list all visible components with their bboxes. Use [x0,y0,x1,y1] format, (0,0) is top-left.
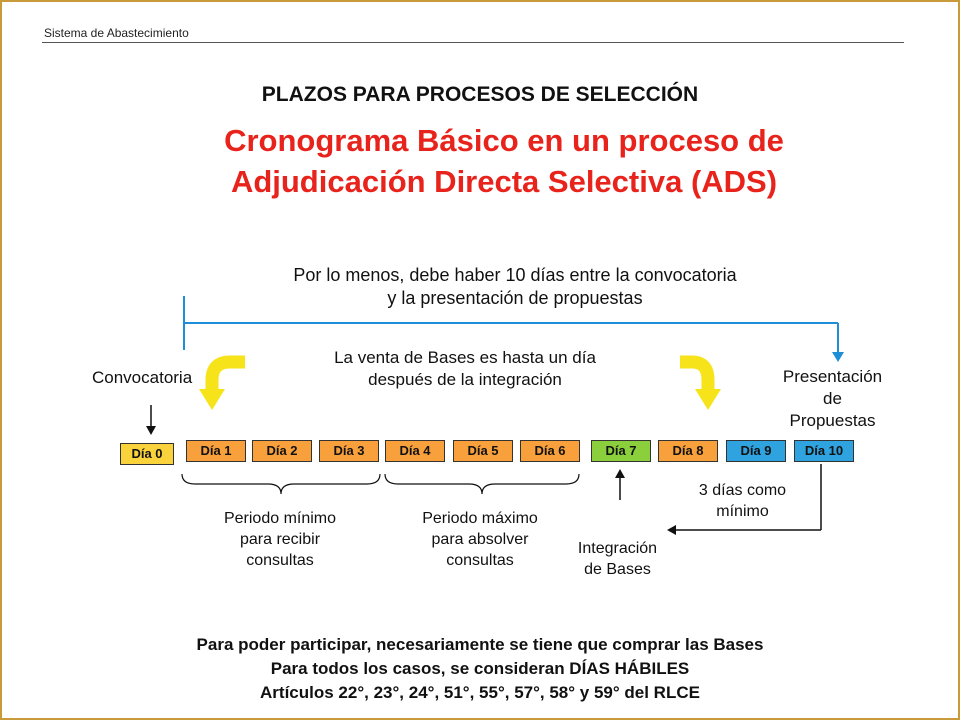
yellow-arrow-right [680,362,721,410]
tres-dias-line-2: mínimo [716,503,769,520]
footer-line-2-prefix: Para todos los casos, se consideran [270,659,570,678]
periodo-minimo-line-2: para recibir [239,531,321,548]
presentacion-label-line-2: de [823,389,842,408]
footer-line-1: Para poder participar, necesariamente se tiene que comprar las Bases [196,635,764,654]
day-box-9: Día 9 [726,440,786,462]
sale-bases-note-line-2: después de la integración [368,370,562,389]
periodo-minimo-line-3: consultas [246,552,314,569]
day-box-0: Día 0 [120,443,174,465]
blue-arrow-head [832,352,844,362]
subtitle-line-1: Cronograma Básico en un proceso de [224,123,784,158]
subtitle-line-2: Adjudicación Directa Selectiva (ADS) [230,164,778,199]
min-days-note-line-2: y la presentación de propuestas [387,288,643,308]
header-text: Sistema de Abastecimiento [44,26,189,40]
footer-line-3: Artículos 22°, 23°, 24°, 51°, 55°, 57°, 58° y 59° del RLCE [260,683,700,702]
day-box-1: Día 1 [186,440,246,462]
periodo-minimo-line-1: Periodo mínimo [223,510,337,527]
footer-line-2 [0,658,960,680]
day-box-7: Día 7 [591,440,651,462]
day-box-3: Día 3 [319,440,379,462]
presentacion-label-line-3: Propuestas [789,411,876,430]
periodo-maximo-line-3: consultas [446,552,514,569]
day-box-5: Día 5 [453,440,513,462]
brace-periodo-minimo [182,474,380,494]
page-title: PLAZOS PARA PROCESOS DE SELECCIÓN [261,83,699,106]
convocatoria-label: Convocatoria [92,368,193,387]
yellow-arrow-left [199,362,245,410]
day-box-8: Día 8 [658,440,718,462]
periodo-maximo-line-2: para absolver [431,531,529,548]
day-box-6: Día 6 [520,440,580,462]
presentacion-label-line-1: Presentación [782,367,883,386]
sale-bases-note-line-1: La venta de Bases es hasta un día [334,348,596,367]
day-box-4: Día 4 [385,440,445,462]
min-days-note-line-1: Por lo menos, debe haber 10 días entre la convocatoria [293,265,737,285]
convocatoria-arrow-head [146,426,156,435]
day-box-10: Día 10 [794,440,854,462]
footer-line-2-bold: DÍAS HÁBILES [569,659,690,678]
dia10-arrow-head [667,525,676,535]
integracion-line-2: de Bases [584,561,651,578]
tres-dias-line-1: 3 días como [698,482,787,499]
integracion-line-1: Integración [577,540,658,557]
integracion-arrow-head [615,469,625,478]
brace-periodo-maximo [385,474,579,494]
periodo-maximo-line-1: Periodo máximo [422,510,538,527]
day-box-2: Día 2 [252,440,312,462]
